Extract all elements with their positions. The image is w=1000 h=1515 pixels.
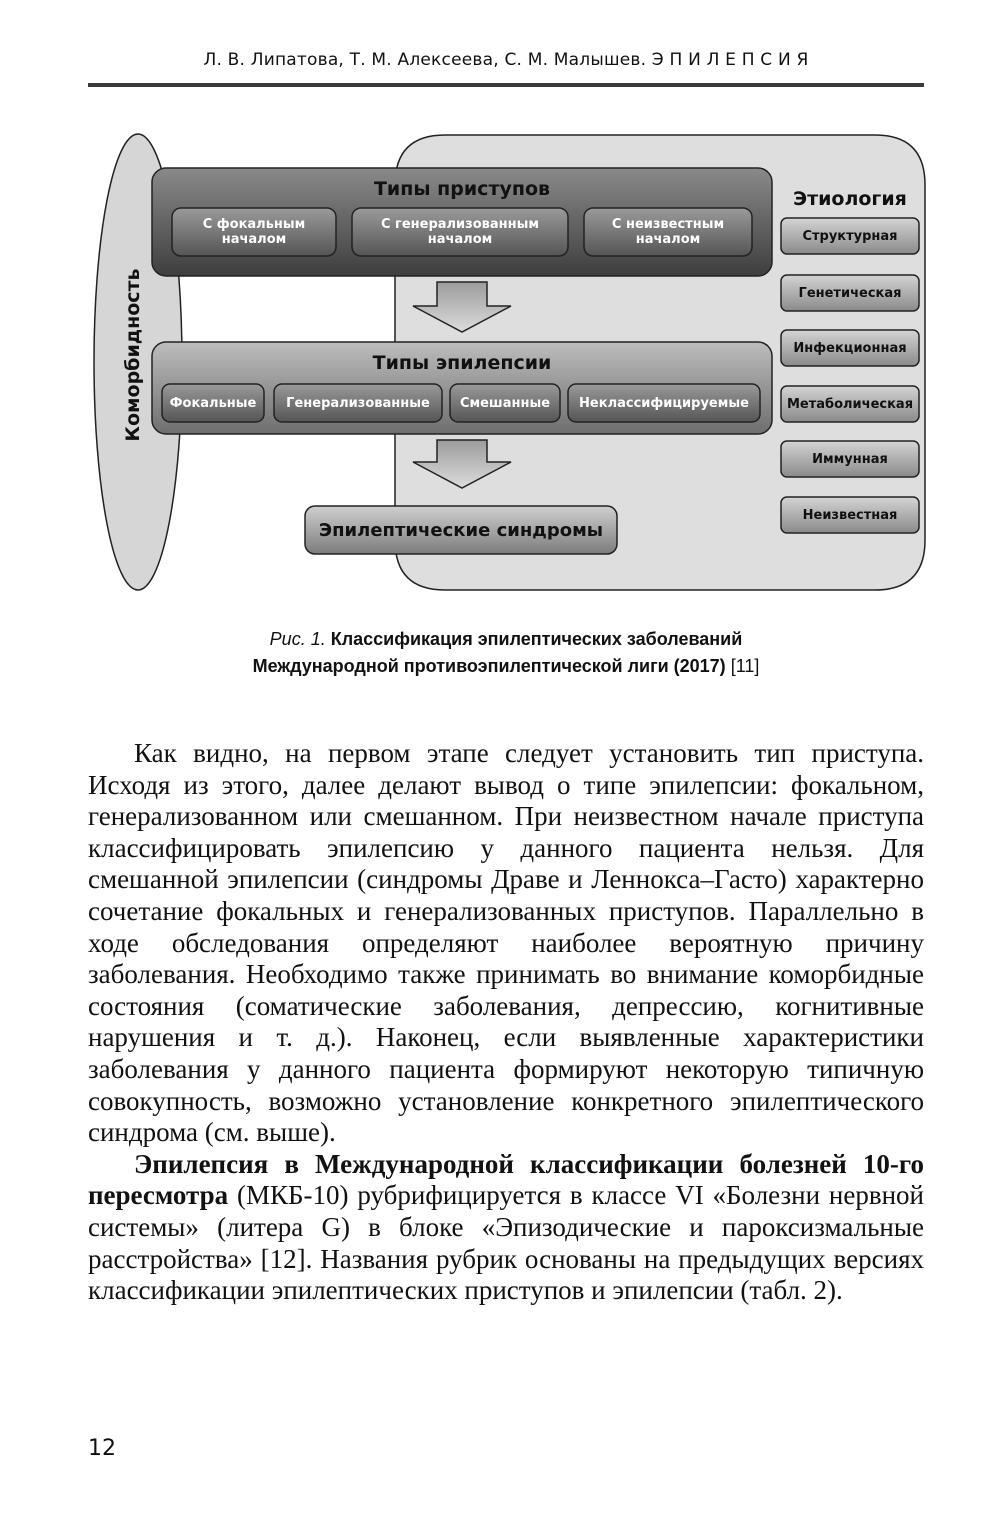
seizure-item-3-label: С неизвестным началом	[611, 217, 725, 247]
caption-title-2: Международной противоэпилептической лиги (2017)	[252, 656, 726, 676]
page-number: 12	[88, 1436, 116, 1461]
etiology-title: Этиология	[793, 188, 907, 210]
caption-title-1: Классификация эпилептических заболеваний	[330, 629, 743, 649]
seizure-types-title: Типы приступов	[373, 178, 551, 200]
figure-caption	[88, 626, 924, 680]
running-head: Л. В. Липатова, Т. М. Алексеева, С. М. Малышев. Э П И Л Е П С И Я	[203, 50, 809, 70]
etiology-item-2-label: Генетическая	[798, 285, 902, 301]
classification-figure	[0, 0, 1000, 600]
paragraph-2-rest: (МКБ-10) рубрифицируется в классе VI «Болезни нервной системы» (литера G) в блоке «Эпизодические и пароксизмальные расстройства» [12]. Названия рубрик основаны на предыдущих версиях классификации эпилептических приступов и эпилепсии (табл. 2).	[88, 1180, 924, 1306]
etiology-item-3-label: Инфекционная	[793, 340, 907, 356]
seizure-item-1-label: С фокальным началом	[202, 217, 306, 247]
paragraph-2	[88, 1149, 924, 1307]
paragraph-1: Как видно, на первом этапе следует установить тип приступа. Исходя из этого, далее делают вывод о типе эпилепсии: фокальном, генерализованном или смешанном. При неизвестном начале приступа классифицировать эпилепсию у данного пациента нельзя. Для смешанной эпилепсии (синдромы Драве и Леннокса–Гасто) характерно сочетание фокальных и генерализованных приступов. Параллельно в ходе обследования определяют наиболее вероятную причину заболевания. Необходимо также принимать во внимание коморбидные состояния (соматические заболевания, депрессию, когнитивные нарушения и т. д.). Наконец, если выявленные характеристики заболевания у данного пациента формируют некоторую типичную совокупность, возможно установление конкретного эпилептического синдрома (см. выше).	[88, 738, 924, 1148]
caption-line-1	[88, 626, 924, 653]
etiology-item-6-label: Неизвестная	[802, 507, 898, 523]
epilepsy-item-4-label: Неклассифицируемые	[579, 395, 749, 411]
epilepsy-item-1-label: Фокальные	[169, 395, 257, 411]
comorbidity-label: Коморбидность	[122, 268, 144, 442]
caption-label: Рис. 1.	[269, 629, 326, 649]
etiology-item-4-label: Метаболическая	[786, 396, 914, 412]
epilepsy-types-title: Типы эпилепсии	[372, 352, 552, 374]
epilepsy-item-2-label: Генерализованные	[286, 395, 430, 411]
seizure-item-2-label: С генерализованным началом	[380, 217, 539, 247]
body-text	[88, 738, 924, 1307]
paragraph-2-bold: Эпилепсия в Международной классификации болезней 10-го пересмотра	[88, 1148, 924, 1211]
caption-line-2	[88, 653, 924, 680]
syndromes-label: Эпилептические синдромы	[318, 519, 604, 541]
etiology-item-5-label: Иммунная	[812, 451, 888, 467]
epilepsy-item-3-label: Смешанные	[459, 395, 551, 411]
etiology-item-1-label: Структурная	[802, 228, 898, 244]
caption-ref: [11]	[730, 656, 760, 676]
